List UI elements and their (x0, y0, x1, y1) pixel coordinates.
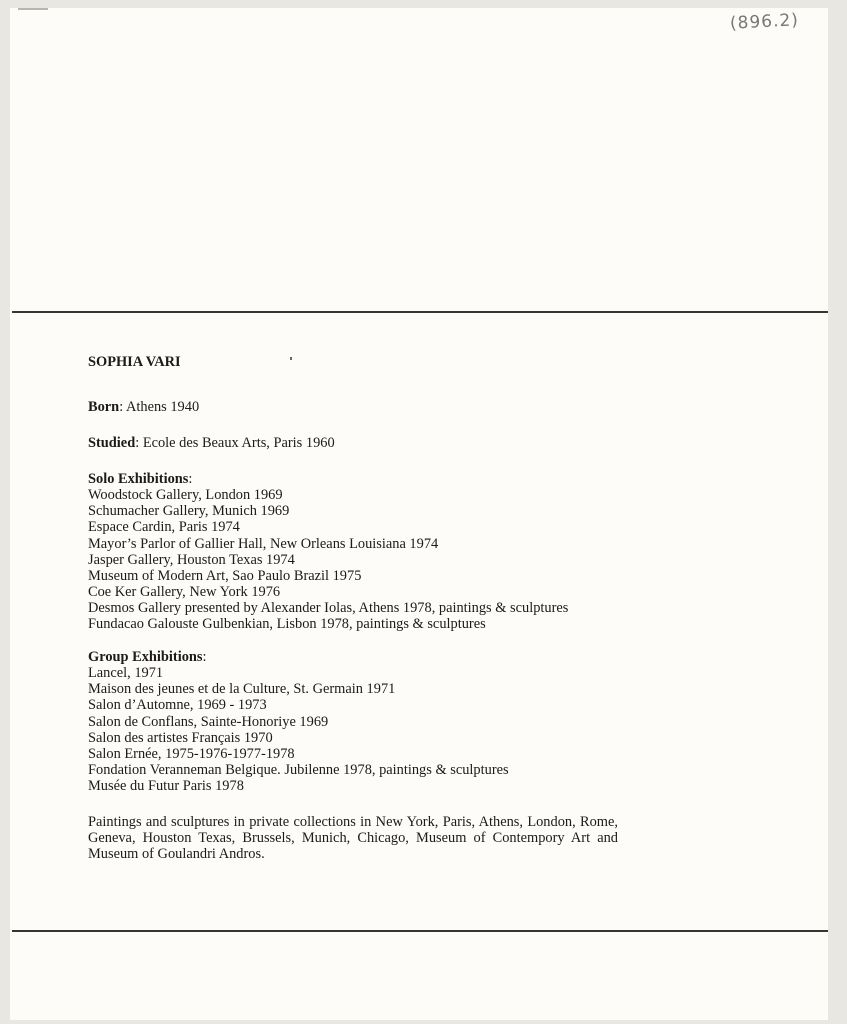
group-heading: Group Exhibitions: (88, 649, 207, 666)
studied-value: Ecole des Beaux Arts, Paris 1960 (142, 435, 335, 452)
list-item: Museum of Modern Art, Sao Paulo Brazil 1975 (88, 567, 362, 584)
studied-label: Studied (88, 435, 136, 452)
list-item: Woodstock Gallery, London 1969 (88, 487, 283, 504)
collections-paragraph: Paintings and sculptures in private collections in New York, Paris, Athens, London, Rome, Geneva, Houston Texas, Brussels, Munich, Chicago, Museum of Contempory Art and Museum of Goulandri Andros. (88, 813, 618, 863)
born-value: Athens 1940 (126, 399, 200, 415)
list-item: Fundacao Galouste Gulbenkian, Lisbon 1978, paintings & sculptures (88, 616, 486, 633)
list-item: Maison des jeunes et de la Culture, St. Germain 1971 (88, 681, 396, 698)
solo-heading: Solo Exhibitions: (88, 471, 193, 488)
born-line: Born: Athens 1940 (88, 399, 200, 415)
edge-mark (18, 8, 48, 10)
artist-name: SOPHIA VARI (88, 354, 181, 370)
list-item: Lancel, 1971 (88, 665, 164, 682)
solo-heading-text: Solo Exhibitions (88, 471, 189, 488)
top-rule (12, 311, 828, 313)
list-item: Salon des artistes Français 1970 (88, 729, 273, 746)
list-item: Desmos Gallery presented by Alexander Iolas, Athens 1978, paintings & sculptures (88, 599, 569, 616)
group-exhibitions (88, 649, 648, 794)
list-item: Fondation Veranneman Belgique. Jubilenne 1978, paintings & sculptures (88, 761, 509, 778)
list-item: Salon de Conflans, Sainte-Honoriye 1969 (88, 713, 329, 730)
born-label: Born (88, 399, 120, 415)
list-item: Musée du Futur Paris 1978 (88, 777, 244, 794)
list-item: Mayor’s Parlor of Gallier Hall, New Orleans Louisiana 1974 (88, 535, 439, 552)
studied-line: Studied: Ecole des Beaux Arts, Paris 1960 (88, 435, 335, 452)
solo-list (88, 487, 648, 632)
list-item: Schumacher Gallery, Munich 1969 (88, 503, 290, 520)
list-item: Salon d’Automne, 1969 - 1973 (88, 697, 267, 714)
group-list (88, 665, 648, 794)
list-item: Salon Ernée, 1975-1976-1977-1978 (88, 745, 295, 762)
bottom-rule (12, 930, 828, 932)
artist-bio (88, 354, 648, 862)
solo-exhibitions (88, 471, 648, 632)
list-item: Coe Ker Gallery, New York 1976 (88, 583, 281, 600)
handwritten-annotation: (896.2) (729, 10, 800, 34)
list-item: Jasper Gallery, Houston Texas 1974 (88, 551, 295, 568)
group-heading-text: Group Exhibitions (88, 649, 203, 666)
list-item: Espace Cardin, Paris 1974 (88, 519, 240, 536)
